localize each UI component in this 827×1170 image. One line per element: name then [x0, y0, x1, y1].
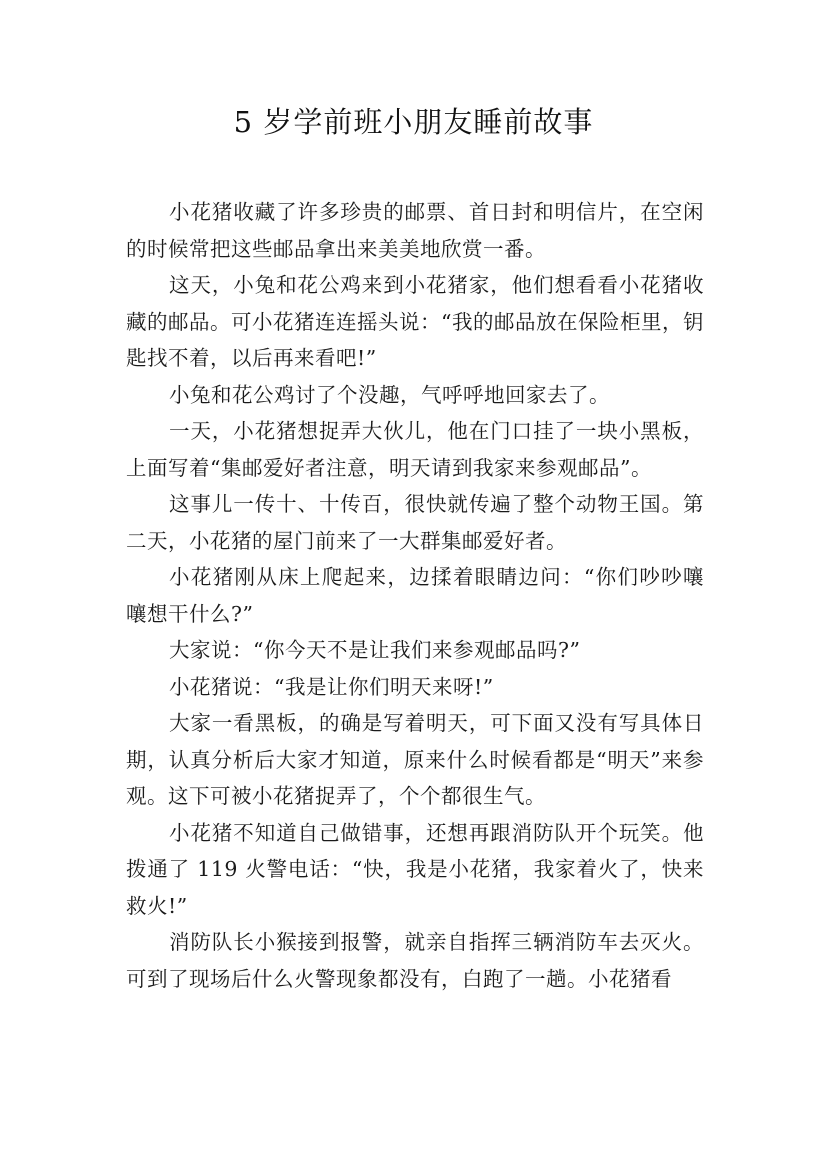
document-title: 5 岁学前班小朋友睡前故事 — [233, 105, 594, 139]
paragraph: 小花猪收藏了许多珍贵的邮票、首日封和明信片，在空闲的时候常把这些邮品拿出来美美地欣赏一番。 — [126, 200, 704, 261]
paragraph: 小兔和花公鸡讨了个没趣，气呼呼地回家去了。 — [169, 382, 611, 407]
paragraph: 这天，小兔和花公鸡来到小花猪家，他们想看看小花猪收藏的邮品。可小花猪连连摇头说：“我的邮品放在保险柜里，钥匙找不着，以后再来看吧!” — [126, 273, 704, 370]
paragraph: 小花猪不知道自己做错事，还想再跟消防队开个玩笑。他拨通了 119 火警电话：“快，我是小花猪，我家着火了，快来救火!” — [126, 820, 704, 918]
paragraph: 小花猪说：“我是让你们明天来呀!” — [169, 674, 494, 699]
paragraph: 大家一看黑板，的确是写着明天，可下面又没有写具体日期，认真分析后大家才知道，原来什么时候看都是“明天”来参观。这下可被小花猪捉弄了，个个都很生气。 — [126, 711, 704, 808]
paragraph: 小花猪刚从床上爬起来，边揉着眼睛边问：“你们吵吵嚷嚷想干什么?” — [126, 565, 704, 626]
story-body — [126, 194, 704, 997]
paragraph: 消防队长小猴接到报警，就亲自指挥三辆消防车去灭火。可到了现场后什么火警现象都没有，白跑了一趟。小花猪看 — [126, 930, 704, 991]
paragraph: 一天，小花猪想捉弄大伙儿，他在门口挂了一块小黑板，上面写着“集邮爱好者注意，明天请到我家来参观邮品”。 — [126, 419, 704, 480]
paragraph: 大家说：“你今天不是让我们来参观邮品吗?” — [169, 638, 581, 662]
paragraph: 这事儿一传十、十传百，很快就传遍了整个动物王国。第二天，小花猪的屋门前来了一大群集邮爱好者。 — [126, 492, 704, 553]
